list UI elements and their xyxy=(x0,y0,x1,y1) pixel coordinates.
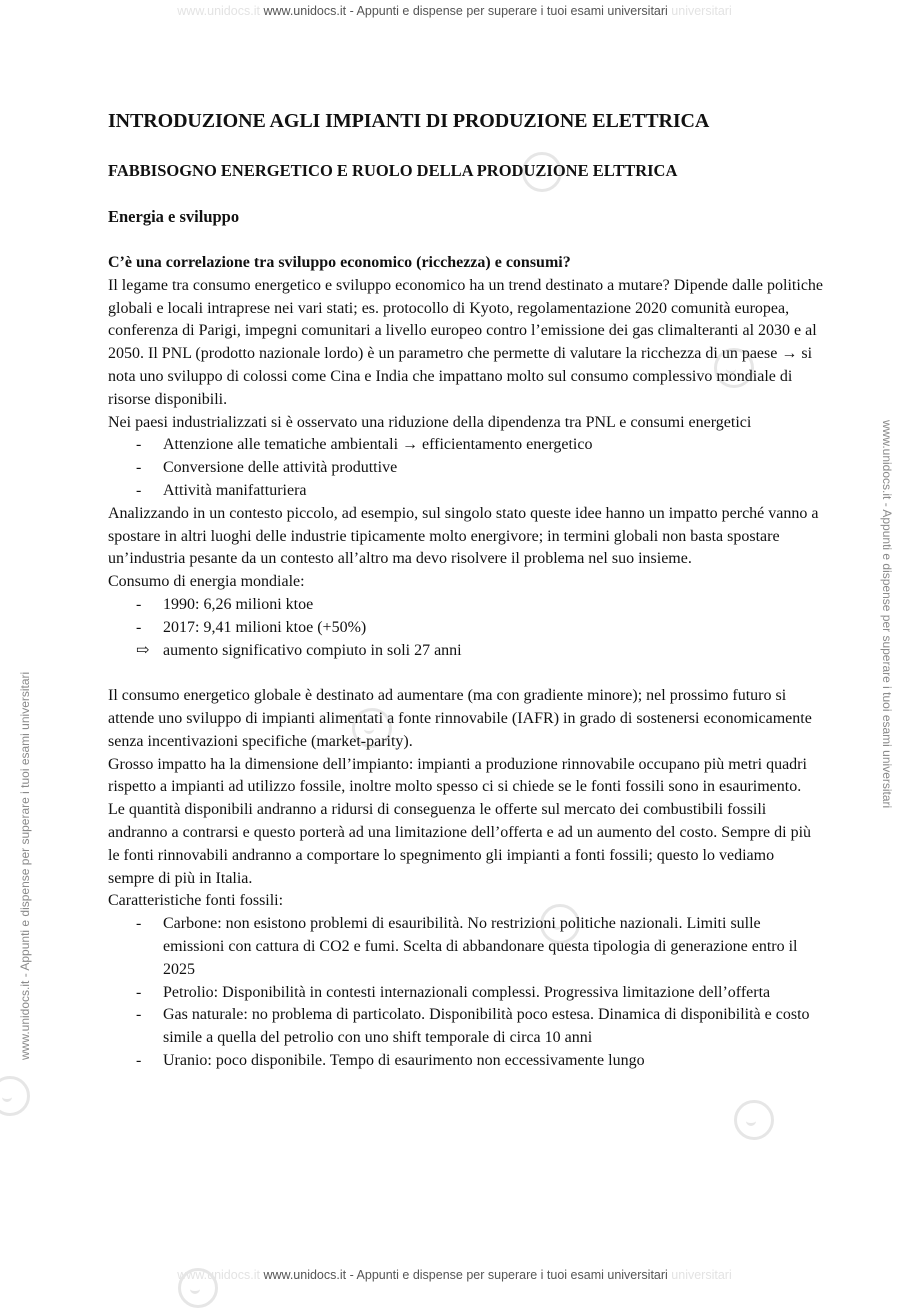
paragraph-6: Grosso impatto ha la dimensione dell’impianto: impianti a produzione rinnovabile occupano più metri quadri rispetto a impianti ad utilizzo fossile, inoltre molto spesso ci si chiede se le fonti fossili sono in esaurimento. xyxy=(108,755,807,796)
footer-banner-text: www.unidocs.it - Appunti e dispense per superare i tuoi esami universitari xyxy=(263,1268,668,1282)
list-item-text: Gas naturale: no problema di particolato. Disponibilità poco estesa. Dinamica di disponibilità e costo simile a quella del petrolio con uno shift temporale di circa 10 anni xyxy=(163,1006,810,1047)
paragraph-4: Consumo di energia mondiale: xyxy=(108,573,305,591)
paragraph-3: Analizzando in un contesto piccolo, ad esempio, sul singolo stato queste idee hanno un impatto perché vanno a spostare in altri luoghi delle industrie tipicamente molto energivore; in termini globali non basta spostare un’industria pesante da un contesto all’altro ma devo risolvere il problema nel suo insieme. xyxy=(108,504,819,568)
header-ghost-prefix: www.unidocs.it xyxy=(177,4,260,18)
section-heading: FABBISOGNO ENERGETICO E RUOLO DELLA PRODUZIONE ELTTRICA xyxy=(108,161,678,180)
subsection-heading: Energia e sviluppo xyxy=(108,207,240,226)
list-item-text: 1990: 6,26 milioni ktoe xyxy=(163,595,314,613)
right-side-watermark: www.unidocs.it - Appunti e dispense per superare i tuoi esami universitari xyxy=(880,420,894,809)
header-watermark xyxy=(0,4,909,18)
footer-watermark xyxy=(0,1268,909,1282)
list-item-text: Attenzione alle tematiche ambientali → efficientamento energetico xyxy=(163,436,593,454)
list-item-text: 2017: 9,41 milioni ktoe (+50%) xyxy=(163,618,367,636)
list-item-text: Uranio: poco disponibile. Tempo di esaurimento non eccessivamente lungo xyxy=(163,1051,645,1069)
watermark-logo-icon xyxy=(734,1100,774,1140)
list-item-text: aumento significativo compiuto in soli 27 anni xyxy=(163,641,462,659)
document-page xyxy=(108,106,823,1073)
list-marker: - xyxy=(136,618,142,636)
list-marker: - xyxy=(136,595,142,613)
paragraph-8: Caratteristiche fonti fossili: xyxy=(108,892,284,910)
list-fossil-sources xyxy=(108,913,823,1073)
question-paragraph: C’è una correlazione tra sviluppo economico (ricchezza) e consumi? xyxy=(108,254,571,271)
footer-ghost-prefix: www.unidocs.it xyxy=(177,1268,260,1282)
footer-ghost-suffix: universitari xyxy=(671,1268,732,1282)
list-marker: - xyxy=(136,1006,142,1024)
list-marker: - xyxy=(136,459,142,477)
list-marker: - xyxy=(136,436,142,454)
list-marker: - xyxy=(136,915,142,933)
paragraph-1: Il legame tra consumo energetico e sviluppo economico ha un trend destinato a mutare? Dipende dalle politiche globali e locali intraprese nei vari stati; es. protocollo di Kyoto, regolamentazione 2020 comunità europea, conferenza di Parigi, impegni comunitari a livello europeo contro l’emissione dei gas climalteranti al 2030 e al 2050. Il PNL (prodotto nazionale lordo) è un parametro che permette di valutare la ricchezza di un paese → si nota uno sviluppo di colossi come Cina e India che impattano molto sul consumo complessivo mondiale di risorse disponibili. xyxy=(108,276,824,408)
left-side-watermark: www.unidocs.it - Appunti e dispense per superare i tuoi esami universitari xyxy=(18,671,32,1060)
list-marker: - xyxy=(136,481,142,499)
arrow-marker-icon: ⇨ xyxy=(136,641,150,659)
list-item xyxy=(108,1004,823,1050)
watermark-logo-icon xyxy=(178,1268,218,1308)
list-item-text: Attività manifatturiera xyxy=(163,481,307,499)
paragraph-2: Nei paesi industrializzati si è osservato una riduzione della dipendenza tra PNL e consumi energetici xyxy=(108,413,752,431)
list-item xyxy=(108,480,823,503)
paragraph-5: Il consumo energetico globale è destinato ad aumentare (ma con gradiente minore); nel prossimo futuro si attende uno sviluppo di impianti alimentati a fonte rinnovabile (IAFR) in grado di sostenersi economicamente senza incentivazioni specifiche (market-parity). xyxy=(108,687,812,750)
list-item xyxy=(108,982,823,1005)
list-item xyxy=(108,913,823,981)
list-world-consumption xyxy=(108,594,823,662)
list-marker: - xyxy=(136,1051,142,1069)
list-item xyxy=(108,640,823,663)
list-item-text: Petrolio: Disponibilità in contesti internazionali complessi. Progressiva limitazione dell’offerta xyxy=(163,983,771,1001)
list-item-text: Conversione delle attività produttive xyxy=(163,459,398,477)
document-title: INTRODUZIONE AGLI IMPIANTI DI PRODUZIONE ELETTRICA xyxy=(108,110,710,132)
list-item-text: Carbone: non esistono problemi di esauribilità. No restrizioni politiche nazionali. Limiti sulle emissioni con cattura di CO2 e fumi. Scelta di abbandonare questa tipologia di generazione entro il 2025 xyxy=(163,915,798,978)
paragraph-7: Le quantità disponibili andranno a ridursi di conseguenza le offerte sul mercato dei combustibili fossili andranno a contrarsi e questo porterà ad una limitazione dell’offerta e ad un aumento del costo. Sempre di più le fonti rinnovabili andranno a comportare lo spegnimento gli impianti a fonti fossili; questo lo vediamo sempre di più in Italia. xyxy=(108,801,812,887)
header-ghost-suffix: universitari xyxy=(671,4,732,18)
list-marker: - xyxy=(136,983,142,1001)
header-banner-text: www.unidocs.it - Appunti e dispense per superare i tuoi esami universitari xyxy=(263,4,668,18)
watermark-logo-icon xyxy=(0,1076,30,1116)
list-item xyxy=(108,1050,823,1073)
list-item xyxy=(108,617,823,640)
list-item xyxy=(108,434,823,457)
list-industrialized-factors xyxy=(108,434,823,502)
list-item xyxy=(108,457,823,480)
list-item xyxy=(108,594,823,617)
